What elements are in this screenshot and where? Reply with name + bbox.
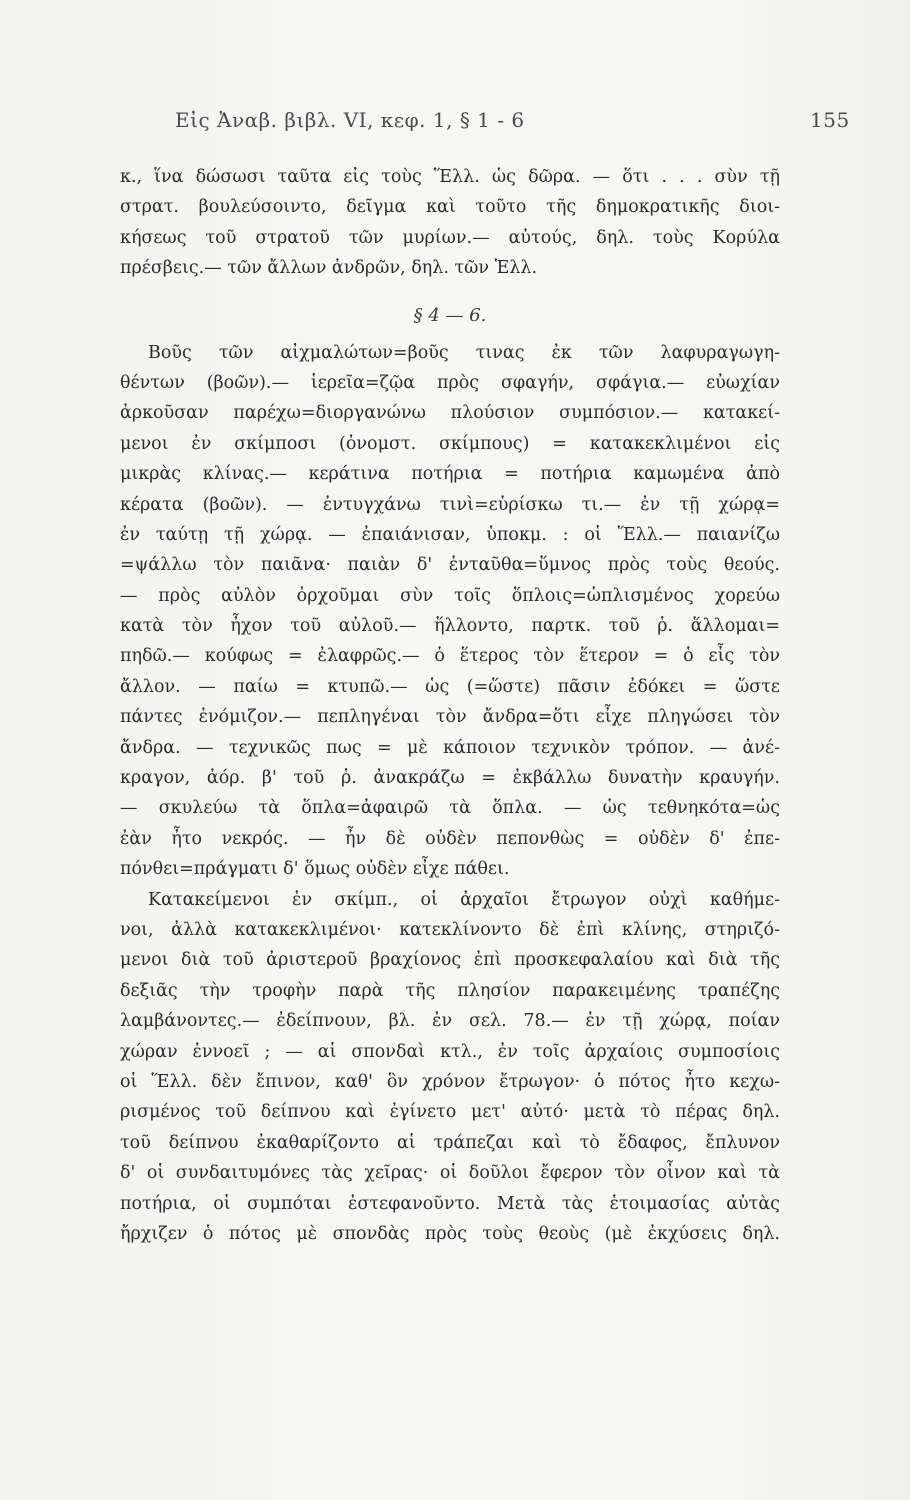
text-line: δεξιᾶς τὴν τροφὴν παρὰ τῆς πλησίον παρακειμένης τραπέζης [120,980,780,1001]
commentary-text [120,162,780,1249]
text-line: χώραν ἐννοεῖ ; — αἱ σπονδαὶ κτλ., ἐν τοῖς ἀρχαίοις συμποσίοις [120,1041,780,1062]
paragraph-notes [120,885,780,1250]
paragraph-intro [120,162,780,284]
paragraph-glosses [120,338,780,885]
text-line: ἄλλον. — παίω = κτυπῶ.— ὡς (=ὥστε) πᾶσιν ἐδόκει = ὥστε [120,676,780,697]
text-line: ἐὰν ἦτο νεκρός. — ἦν δὲ οὐδὲν πεπονθὼς = οὐδὲν δ' ἐπε- [120,828,780,849]
text-line: μενοι ἐν σκίμποσι (ὀνομστ. σκίμπους) = κατακεκλιμένοι εἰς [120,433,780,454]
text-line: — πρὸς αὐλὸν ὀρχοῦμαι σὺν τοῖς ὅπλοις=ὡπλισμένος χορεύω [120,585,780,606]
text-line: μικρὰς κλίνας.— κεράτινα ποτήρια = ποτήρια καμωμένα ἀπὸ [120,464,780,485]
running-title: Εἰς Ἀναβ. βιβλ. VI, κεφ. 1, § 1 - 6 [175,108,525,132]
text-line: — σκυλεύω τὰ ὅπλα=ἀφαιρῶ τὰ ὅπλα. — ὡς τεθνηκότα=ὡς [120,798,780,819]
text-line: =ψάλλω τὸν παιᾶνα· παιὰν δ' ἐνταῦθα=ὕμνος πρὸς τοὺς θεούς. [120,555,780,576]
text-line: κέρατα (βοῶν). — ἐντυγχάνω τινὶ=εὑρίσκω τι.— ἐν τῇ χώρᾳ= [120,494,780,515]
text-line: πρέσβεις.— τῶν ἄλλων ἀνδρῶν, δηλ. τῶν Ἑλλ. [120,258,538,279]
text-line: ποτήρια, οἱ συμπόται ἐστεφανοῦντο. Μετὰ τὰς ἑτοιμασίας αὐτὰς [120,1193,780,1214]
text-line: κ., ἵνα δώσωσι ταῦτα εἰς τοὺς Ἕλλ. ὡς δῶρα. — ὅτι . . . σὺν τῇ [120,167,780,187]
text-line: θέντων (βοῶν).— ἱερεῖα=ζῷα πρὸς σφαγήν, σφάγια.— εὐωχίαν [120,372,780,393]
text-line: κατὰ τὸν ἦχον τοῦ αὐλοῦ.— ἥλλοντο, παρτκ. τοῦ ῥ. ἅλλομαι= [120,616,780,637]
text-line: στρατ. βουλεύσοιντο, δεῖγμα καὶ τοῦτο τῆς δημοκρατικῆς διοι- [120,197,780,218]
text-line: λαμβάνοντες.— ἐδείπνουν, βλ. ἐν σελ. 78.— ἐν τῇ χώρᾳ, ποίαν [120,1011,780,1032]
text-line: ρισμένος τοῦ δείπνου καὶ ἐγίνετο μετ' αὐτό· μετὰ τὸ πέρας δηλ. [120,1102,780,1123]
text-line: πηδῶ.— κούφως = ἐλαφρῶς.— ὁ ἕτερος τὸν ἕτερον = ὁ εἷς τὸν [120,646,780,667]
text-line: Βοῦς τῶν αἰχμαλώτων=βοῦς τινας ἐκ τῶν λαφυραγωγη- [148,342,780,363]
text-line: ἄνδρα. — τεχνικῶς πως = μὲ κάποιον τεχνικὸν τρόπον. — ἀνέ- [120,737,780,758]
text-line: μενοι διὰ τοῦ ἀριστεροῦ βραχίονος ἐπὶ προσκεφαλαίου καὶ διὰ τῆς [120,950,780,971]
section-heading: § 4 — 6. [413,304,487,326]
text-line: πάντες ἐνόμιζον.— πεπληγέναι τὸν ἄνδρα=ὅτι εἶχε πληγώσει τὸν [120,707,780,728]
text-line: ἤρχιζεν ὁ πότος μὲ σπονδὰς πρὸς τοὺς θεοὺς (μὲ ἐκχύσεις δηλ. [120,1223,780,1244]
page-number: 155 [810,108,850,132]
text-line: ἀρκοῦσαν παρέχω=διοργανώνω πλούσιον συμπόσιον.— κατακεί- [120,403,780,424]
text-line: οἱ Ἕλλ. δὲν ἔπινον, καθ' ὃν χρόνον ἔτρωγον· ὁ πότος ἦτο κεχω- [120,1071,780,1092]
text-line: Κατακείμενοι ἐν σκίμπ., οἱ ἀρχαῖοι ἔτρωγον οὐχὶ καθήμε- [148,889,780,910]
text-line: κραγον, ἀόρ. β' τοῦ ῥ. ἀνακράζω = ἐκβάλλω δυνατὴν κραυγήν. [120,768,780,789]
text-line: κήσεως τοῦ στρατοῦ τῶν μυρίων.— αὐτούς, δηλ. τοὺς Κορύλα [120,227,780,248]
text-line: ἐν ταύτῃ τῇ χώρᾳ. — ἐπαιάνισαν, ὑποκμ. : οἱ Ἕλλ.— παιανίζω [120,524,780,545]
text-line: νοι, ἀλλὰ κατακεκλιμένοι· κατεκλίνοντο δὲ ἐπὶ κλίνης, στηριζό- [120,919,780,940]
text-line: δ' οἱ συνδαιτυμόνες τὰς χεῖρας· οἱ δοῦλοι ἔφερον τὸν οἶνον καὶ τὰ [120,1163,780,1184]
text-line: τοῦ δείπνου ἐκαθαρίζοντο αἱ τράπεζαι καὶ τὸ ἔδαφος, ἔπλυνον [120,1132,780,1153]
text-line: πόνθει=πράγματι δ' ὅμως οὐδὲν εἶχε πάθει. [120,859,510,880]
